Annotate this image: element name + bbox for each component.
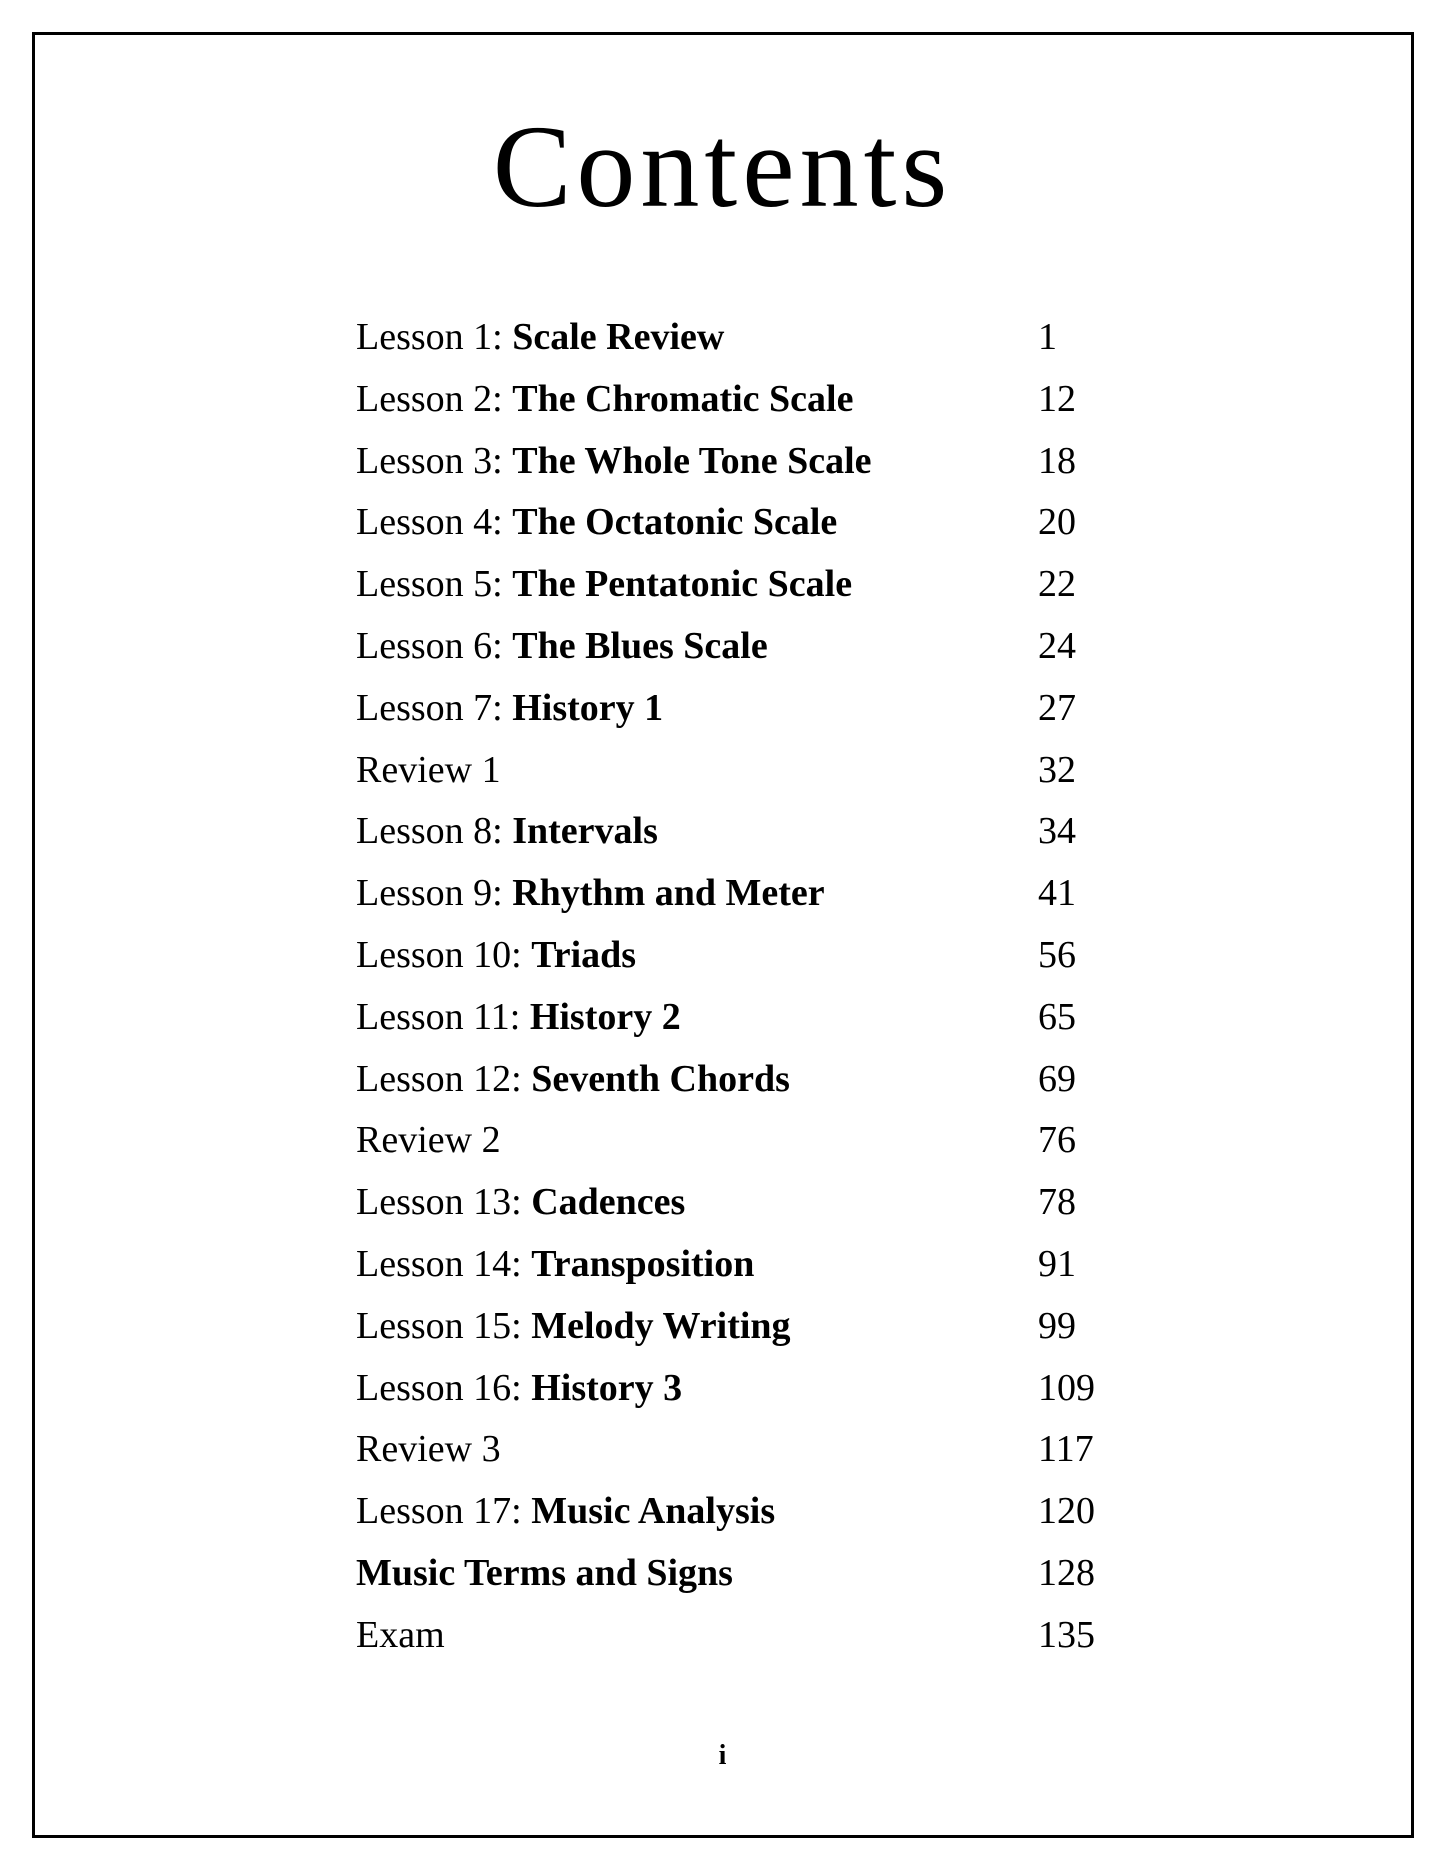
- toc-entry-prefix: Lesson 4:: [356, 501, 513, 544]
- toc-entry-label: [356, 616, 768, 678]
- toc-entry-title: Intervals: [512, 810, 658, 853]
- toc-entry-label: [356, 678, 663, 740]
- toc-entry-title: Scale Review: [512, 316, 725, 358]
- toc-entry-prefix: Lesson 11:: [356, 995, 530, 1038]
- toc-entry-page: 12: [1038, 377, 1076, 420]
- toc-entry[interactable]: [356, 554, 1116, 616]
- toc-entry-label: [356, 987, 681, 1049]
- toc-entry[interactable]: [356, 1110, 1116, 1172]
- toc-entry-label: [356, 1110, 501, 1172]
- toc-entry[interactable]: [356, 1481, 1116, 1543]
- toc-entry[interactable]: [356, 801, 1116, 863]
- toc-entry-page: 78: [1038, 1181, 1076, 1224]
- toc-entry-page: 135: [1038, 1613, 1095, 1656]
- toc-entry[interactable]: [356, 1049, 1116, 1111]
- toc-entry-title: Triads: [531, 933, 637, 976]
- toc-entry-label: [356, 1234, 754, 1296]
- toc-entry-prefix: Lesson 6:: [356, 624, 513, 667]
- toc-entry-page: 22: [1038, 563, 1076, 606]
- toc-entry-title: History 3: [531, 1366, 683, 1409]
- toc-entry-title: Music Terms and Signs: [356, 1551, 733, 1594]
- toc-entry-prefix: Lesson 16:: [356, 1366, 532, 1409]
- toc-entry-label: [356, 369, 853, 431]
- toc-entry-page: 69: [1038, 1057, 1076, 1100]
- toc-entry-page: 1: [1038, 316, 1057, 358]
- toc-entry-prefix: Lesson 9:: [356, 872, 513, 915]
- toc-entry-label: [356, 1543, 733, 1605]
- toc-entry-prefix: Lesson 14:: [356, 1242, 532, 1285]
- toc-entry-prefix: Lesson 7:: [356, 686, 513, 729]
- toc-entry-label: [356, 1296, 791, 1358]
- toc-entry-page: 91: [1038, 1242, 1076, 1285]
- toc-entry-title: Seventh Chords: [531, 1057, 790, 1100]
- toc-entry[interactable]: [356, 863, 1116, 925]
- toc-entry-page: 24: [1038, 624, 1076, 667]
- toc-entry[interactable]: [356, 678, 1116, 740]
- toc-entry-title: Rhythm and Meter: [512, 872, 825, 915]
- toc-entry-page: 128: [1038, 1551, 1095, 1594]
- toc-entry-page: 65: [1038, 995, 1076, 1038]
- toc-entry-page: 32: [1038, 748, 1076, 791]
- toc-entry-title: The Pentatonic Scale: [512, 563, 853, 606]
- toc-entry-prefix: Review 1: [356, 748, 501, 791]
- toc-entry-prefix: Exam: [356, 1613, 445, 1656]
- toc-entry[interactable]: [356, 987, 1116, 1049]
- toc-entry-label: [356, 431, 872, 493]
- toc-entry-prefix: Lesson 17:: [356, 1490, 532, 1533]
- toc-entry-page: 117: [1038, 1428, 1094, 1471]
- toc-entry-label: [356, 1172, 685, 1234]
- toc-entry-label: [356, 1605, 445, 1667]
- toc-entry-title: Transposition: [531, 1242, 755, 1285]
- toc-entry-prefix: Lesson 15:: [356, 1304, 532, 1347]
- toc-entry-label: [356, 925, 636, 987]
- toc-entry-prefix: Lesson 10:: [356, 933, 532, 976]
- toc-entry-prefix: Lesson 2:: [356, 377, 513, 420]
- toc-entry[interactable]: [356, 492, 1116, 554]
- toc-entry-page: 120: [1038, 1490, 1095, 1533]
- toc-entry-title: The Whole Tone Scale: [512, 439, 872, 482]
- toc-entry-prefix: Lesson 8:: [356, 810, 513, 853]
- toc-entry[interactable]: [356, 1358, 1116, 1420]
- toc-entry[interactable]: [356, 1543, 1116, 1605]
- toc-entry-title: The Chromatic Scale: [512, 377, 854, 420]
- toc-entry-prefix: Review 3: [356, 1428, 501, 1471]
- toc-entry[interactable]: [356, 431, 1116, 493]
- toc-entry-page: 109: [1038, 1366, 1095, 1409]
- toc-entry[interactable]: [356, 740, 1116, 802]
- toc-entry-page: 56: [1038, 933, 1076, 976]
- toc-entry[interactable]: [356, 1419, 1116, 1481]
- toc-entry-page: 99: [1038, 1304, 1076, 1347]
- table-of-contents: [356, 307, 1116, 1667]
- toc-entry-page: 76: [1038, 1119, 1076, 1162]
- toc-entry[interactable]: [356, 1296, 1116, 1358]
- toc-entry-page: 27: [1038, 686, 1076, 729]
- toc-entry-label: [356, 492, 837, 554]
- toc-entry-page: 18: [1038, 439, 1076, 482]
- toc-entry-label: [356, 1358, 682, 1420]
- toc-entry-label: [356, 1481, 775, 1543]
- toc-entry-prefix: Lesson 13:: [356, 1181, 532, 1224]
- toc-entry[interactable]: [356, 307, 1116, 369]
- toc-entry-title: History 2: [529, 995, 681, 1038]
- toc-entry[interactable]: [356, 1172, 1116, 1234]
- toc-entry-prefix: Lesson 12:: [356, 1057, 532, 1100]
- page-title: Contents: [492, 101, 953, 232]
- toc-entry[interactable]: [356, 616, 1116, 678]
- toc-entry-title: History 1: [512, 686, 664, 729]
- toc-entry-label: [356, 554, 852, 616]
- page-number: i: [718, 1740, 727, 1771]
- toc-entry-prefix: Lesson 3:: [356, 439, 513, 482]
- toc-entry-prefix: Lesson 1:: [356, 316, 513, 358]
- toc-entry-prefix: Lesson 5:: [356, 563, 513, 606]
- toc-entry-label: [356, 307, 724, 369]
- toc-entry-label: [356, 1049, 790, 1111]
- toc-entry-label: [356, 863, 825, 925]
- toc-entry-page: 20: [1038, 501, 1076, 544]
- toc-entry[interactable]: [356, 1605, 1116, 1667]
- toc-entry-title: Cadences: [531, 1181, 686, 1224]
- toc-entry-title: Melody Writing: [531, 1304, 791, 1347]
- toc-entry[interactable]: [356, 925, 1116, 987]
- toc-entry-label: [356, 1419, 501, 1481]
- toc-entry-title: The Octatonic Scale: [512, 501, 838, 544]
- toc-entry[interactable]: [356, 369, 1116, 431]
- toc-entry-prefix: Review 2: [356, 1119, 501, 1162]
- toc-entry-label: [356, 801, 658, 863]
- toc-entry-title: Music Analysis: [531, 1490, 776, 1533]
- toc-entry-page: 34: [1038, 810, 1076, 853]
- toc-entry-page: 41: [1038, 872, 1076, 915]
- toc-entry-label: [356, 740, 501, 802]
- toc-entry[interactable]: [356, 1234, 1116, 1296]
- toc-entry-title: The Blues Scale: [512, 624, 768, 667]
